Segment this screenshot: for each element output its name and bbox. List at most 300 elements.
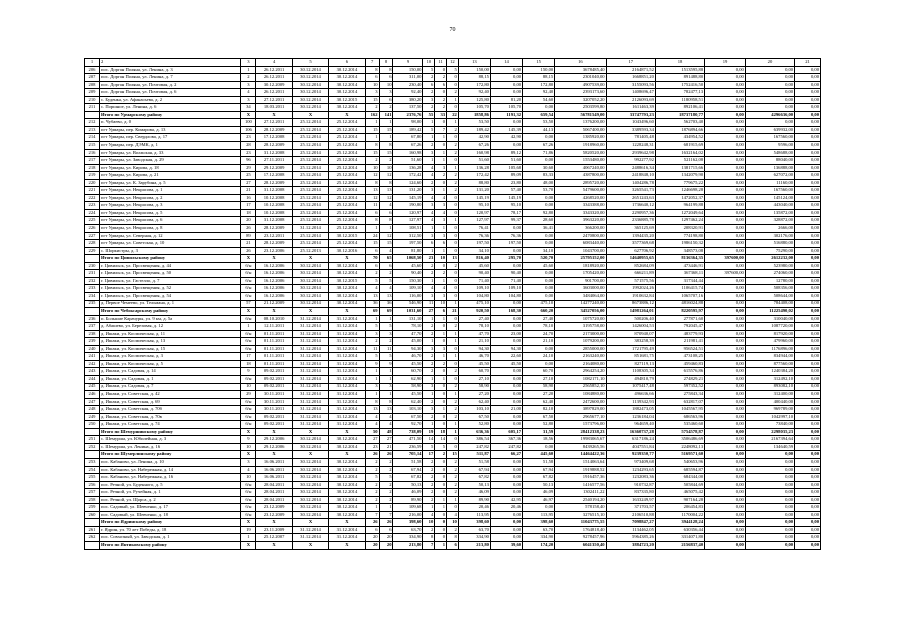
table-cell: 0 [435,338,447,346]
table-row [85,277,821,285]
table-cell: 6 [423,81,435,89]
table-cell: 25.12.2007 [256,534,292,542]
table-cell: 1752416,50 [655,81,704,89]
table-cell: 1031,60 [393,308,423,316]
table-cell: 78,10 [523,323,555,331]
table-cell: 103,10 [458,406,490,414]
table-cell: 2 [435,104,447,112]
table-cell: г. Цивильск, ул. Просвещения, д. 44 [99,262,240,270]
table-cell: 67,94 [458,466,490,474]
table-cell: 57 [241,300,256,308]
table-row [85,292,821,300]
table-cell: 2939642,98 [606,149,655,157]
table-cell: 1 [435,247,447,255]
table-cell: 31.12.2014 [292,391,328,399]
table-cell: 781405,48 [606,134,655,142]
table-cell: 2855000,00 [555,345,606,353]
table-cell: 17 [241,353,256,361]
table-cell: 659,54 [523,111,555,119]
table-cell: 219 [85,172,100,180]
table-cell: 0,00 [795,489,821,497]
table-cell: 0 [447,436,459,444]
table-cell: 371703,57 [606,504,655,512]
table-cell: 67,26 [523,142,555,150]
table-cell: 2 [423,330,435,338]
table-cell: д. Ишаки, ул. Советская, д. 42 [99,391,240,399]
table-cell: 5754578,87 [655,428,704,436]
table-cell: 2472600,00 [555,398,606,406]
table-cell: 27,10 [523,375,555,383]
table-cell: 30.12.2014 [329,285,365,293]
table-cell: 0,00 [705,474,746,482]
table-cell: 46,70 [393,353,423,361]
table-cell: 571575,56 [606,277,655,285]
table-row [85,353,821,361]
table-cell: д. Ишаки, ул. Космическая, д. 11 [99,330,240,338]
table-cell: 627706,92 [606,247,655,255]
table-cell: 25.12.2014 [292,187,328,195]
table-cell: 8 [365,66,379,74]
table-cell: 0,00 [490,375,522,383]
table-cell: 31.12.2014 [292,534,328,542]
table-cell: 0,00 [705,413,746,421]
table-cell: 19 [423,428,435,436]
table-cell: 31.12.2014 [329,534,365,542]
table-cell: 124,60 [393,179,423,187]
table-cell: 0,00 [795,496,821,504]
table-cell: 1 [423,375,435,383]
table-cell: 0 [447,194,459,202]
table-cell: 116,00 [393,292,423,300]
table-cell: 250 [85,421,100,429]
table-cell: 109,10 [458,285,490,293]
table-cell: 0,00 [795,81,821,89]
table-row [85,421,821,429]
table-cell: 0,00 [705,96,746,104]
table-cell: 31,59 [523,428,555,436]
table-cell: 0,00 [705,134,746,142]
table-cell: 71,86 [523,149,555,157]
table-cell: 0,00 [745,526,794,534]
table-cell: 2 [423,489,435,497]
table-cell: 1 [435,149,447,157]
table-cell: 45,50 [490,360,522,368]
table-cell: 25.12.2014 [292,134,328,142]
table-cell: 45,50 [393,391,423,399]
table-cell: 5 [435,443,447,451]
table-cell: 8 [365,142,379,150]
table-cell: 88040,00 [745,157,794,165]
table-cell: 10.12.2008 [256,194,292,202]
table-cell: 145124,00 [745,194,794,202]
table-cell: 295,70 [490,255,522,263]
table-cell: 2 [435,96,447,104]
table-cell: 1 [447,330,459,338]
table-cell: 2 [379,104,393,112]
table-cell: 4 [241,89,256,97]
table-cell: 4 [379,285,393,293]
table-cell: 4047551,84 [606,443,655,451]
table-cell: 0,00 [795,202,821,210]
table-cell: 20 [365,534,379,542]
table-cell: 2 [423,496,435,504]
table-cell: 62,40 [458,398,490,406]
table-cell: 3 [241,59,256,67]
table-cell: 9 [365,360,379,368]
table-cell: 4 [423,194,435,202]
table-cell: 25.12.2014 [292,172,328,180]
table-cell: 2 [435,451,447,459]
table-cell: 8 [447,534,459,542]
table-cell: 3 [423,187,435,195]
table-cell: 30.12.2014 [329,300,365,308]
table-cell: 21.12.2009 [256,300,292,308]
table-cell: 0 [435,458,447,466]
table-cell: 2 [435,172,447,180]
table-cell: с. Шемурша, ул. Ленина, д. 16 [99,443,240,451]
table-cell: 8136364,35 [655,255,704,263]
table-cell: 0,00 [795,466,821,474]
table-cell: 213,80 [458,542,490,550]
table-cell: 251 [85,436,100,444]
table-cell: 2 [365,104,379,112]
table-cell: 25.12.2014 [329,179,365,187]
table-cell: 2 [423,526,435,534]
table-cell: 30.12.2014 [329,466,365,474]
table-cell: 3 [423,345,435,353]
table-cell: 15 [365,149,379,157]
table-cell: 15 [379,149,393,157]
table-cell: 1 [435,277,447,285]
table-cell: 30.12.2014 [292,89,328,97]
table-cell: 6 [329,59,365,67]
table-cell: 88,15 [458,74,490,82]
table-cell: 18 [241,209,256,217]
table-cell: 25.12.2014 [329,157,365,165]
table-cell: 0,00 [705,398,746,406]
table-cell: 6 [379,262,393,270]
table-cell: 483779,93 [655,330,704,338]
table-cell: 30.12.2014 [329,458,365,466]
table-cell: 31.12.2014 [329,360,365,368]
table-cell: 0 [447,270,459,278]
table-cell: 605,17 [490,428,522,436]
table-cell: 105,68 [490,164,522,172]
table-cell: 2565852,10 [555,383,606,391]
table-cell: д. Абашево, ул. Березовая, д. 12 [99,323,240,331]
table-cell: 27.11.2011 [256,157,292,165]
table-cell: 95,10 [458,202,490,210]
table-cell: 31.12.2014 [329,421,365,429]
table-cell: 2290957,36 [606,209,655,217]
table-cell: 0,00 [705,225,746,233]
table-cell: X [329,111,365,119]
table-cell: 516880,00 [745,240,794,248]
table-cell: 0,00 [705,104,746,112]
table-cell: 0,00 [705,375,746,383]
table-cell: 275843,34 [655,391,704,399]
table-row [85,247,821,255]
table-row [85,436,821,444]
table-cell: 0,00 [745,451,794,459]
table-cell: 28.12.2009 [256,142,292,150]
table-cell: 1246698,28 [655,187,704,195]
table-row [85,413,821,421]
table-cell: 14640955,65 [606,255,655,263]
table-cell: 25.12.2014 [292,240,328,248]
table-cell: 3603000,00 [555,285,606,293]
table-row [85,534,821,542]
table-cell: 1764818,40 [555,526,606,534]
table-cell: 21,10 [523,338,555,346]
table-cell: 197,50 [490,240,522,248]
table-cell: 0,00 [705,126,746,134]
table-cell: 12 [365,172,379,180]
table-cell: 58,90 [393,383,423,391]
table-cell: 0,00 [795,225,821,233]
table-row [85,496,821,504]
table-cell: 2 [379,466,393,474]
table-cell: 17.12.2008 [256,172,292,180]
table-cell: 78,17 [490,209,522,217]
table-cell: 1 [435,375,447,383]
table-cell: 1079200,00 [555,338,606,346]
table-cell: 0,00 [705,66,746,74]
table-cell: пгт Урмары, ул. Советская, д. 10 [99,240,240,248]
table-cell: 1 [379,391,393,399]
table-cell: 2 [423,368,435,376]
table-cell: 0 [447,277,459,285]
table-cell: 54,60 [523,96,555,104]
table-cell: 60,70 [393,368,423,376]
table-cell: 1 [423,225,435,233]
table-cell: 7098847,27 [606,519,655,527]
table-cell: 2164871,52 [606,66,655,74]
table-cell: 0,00 [795,209,821,217]
table-cell: 81,80 [393,247,423,255]
table-cell: 25 [241,172,256,180]
table-cell: 15 [365,240,379,248]
table-cell: б/н [241,511,256,519]
table-cell: 0 [435,421,447,429]
table-cell: 2 [379,157,393,165]
table-cell: 66,27 [490,451,522,459]
table-cell: 8 [379,142,393,150]
table-cell: 1176896,00 [745,345,794,353]
table-cell: 0 [435,534,447,542]
table-cell: 150,00 [458,66,490,74]
table-cell [85,519,100,527]
table-cell: 31.12.2014 [329,323,365,331]
table-cell: 30.12.2014 [329,292,365,300]
table-cell: 3 [435,292,447,300]
table-cell: 837335,80 [606,489,655,497]
table-cell: б/н [241,262,256,270]
table-cell: 891488,80 [655,74,704,82]
table-cell: 216,00 [393,511,423,519]
table-cell: 28.12.2009 [256,240,292,248]
table-cell: 30.12.2014 [329,489,365,497]
table-cell: 30.12.2014 [292,270,328,278]
table-cell: 0,00 [745,458,794,466]
table-cell: 18 [435,428,447,436]
table-cell: б/н [241,345,256,353]
table-cell: X [241,542,256,550]
table-cell: 1 [447,300,459,308]
table-cell: 302176,00 [745,232,794,240]
table-cell: 0,00 [745,89,794,97]
district-total-row [85,308,821,316]
table-cell: 172,80 [523,81,555,89]
table-cell: 92,40 [458,89,490,97]
table-cell: 45,60 [458,262,490,270]
table-cell: 1553480,00 [555,157,606,165]
table-cell: 31.12.2014 [292,323,328,331]
table-cell: 0 [435,179,447,187]
table-cell: 0,00 [795,126,821,134]
table-cell: 211 [85,104,100,112]
table-cell: 0,00 [745,489,794,497]
table-cell: 56781549,00 [555,111,606,119]
table-row [85,149,821,157]
table-cell: пос. Речной, ул. Ручейная, д. 1 [99,489,240,497]
table-cell: 222 [85,194,100,202]
table-cell: 0,00 [705,232,746,240]
table-cell: 0,00 [795,353,821,361]
table-cell: 0,00 [705,89,746,97]
table-cell: 1 [435,353,447,361]
table-cell: 0,00 [705,338,746,346]
table-cell: 13 [379,406,393,414]
table-cell: 9 [241,436,256,444]
table-cell: 0 [435,526,447,534]
table-cell: 597352,52 [655,383,704,391]
table-cell: 1394435,20 [606,232,655,240]
table-cell: 0,00 [795,542,821,550]
table-cell: 348573,08 [655,247,704,255]
table-cell: 4 [423,209,435,217]
table-cell: 52,80 [458,421,490,429]
table-cell: 0,00 [705,504,746,512]
table-cell: 1404286,78 [606,179,655,187]
table-cell: X [329,542,365,550]
table-cell: 6 [435,308,447,316]
table-cell: 827119,13 [606,360,655,368]
table-row [85,360,821,368]
table-cell: 0,00 [523,194,555,202]
table-cell: 26 [379,451,393,459]
table-cell: 215 [85,142,100,150]
table-cell: 0,00 [490,262,522,270]
table-cell: 0,00 [705,481,746,489]
table-cell: 29 [241,164,256,172]
table-cell: 4 [423,511,435,519]
table-cell: 7 [379,511,393,519]
table-cell: 12 [447,59,459,67]
table-cell: 16 [555,59,606,67]
table-cell: 2 [423,353,435,361]
table-cell: 684344,00 [655,474,704,482]
table-cell: 1 [447,496,459,504]
table-row [85,481,821,489]
table-cell: 2 [241,74,256,82]
table-cell: 2 [447,149,459,157]
table-cell: 4 [423,164,435,172]
table-cell: 244 [85,375,100,383]
table-cell: 0,00 [795,534,821,542]
table-cell: 666211,89 [606,270,655,278]
table-cell: 8220595,97 [655,308,704,316]
table-cell: 5 [365,323,379,331]
table-cell: 7 [423,542,435,550]
table-cell: 1 [435,330,447,338]
table-cell: 90,40 [393,270,423,278]
table-cell: 15 [365,96,379,104]
table-cell: 4 [256,59,292,67]
table-cell: 15 [365,126,379,134]
table-cell: 90,40 [490,270,522,278]
table-cell: 145,19 [458,194,490,202]
table-cell: б/н [241,330,256,338]
table-cell: 0,00 [490,300,522,308]
table-cell: 1 [365,134,379,142]
table-cell: 10 [241,474,256,482]
table-cell: 0,00 [795,330,821,338]
table-cell: 1075720,00 [555,315,606,323]
table-cell: 0,00 [795,360,821,368]
table-cell: 13 [365,406,379,414]
table-cell: 0,00 [795,315,821,323]
table-cell: 30.12.2014 [292,262,328,270]
table-cell: 2 [447,489,459,497]
table-cell [85,111,100,119]
table-cell: 0,00 [795,270,821,278]
table-cell: 4 [241,466,256,474]
table-cell: 2248092,13 [655,443,704,451]
table-cell: 6 [365,247,379,255]
table-cell: 851681,75 [606,353,655,361]
table-cell: 23.12.2009 [256,511,292,519]
table-cell: 190,80 [393,202,423,210]
table-cell: 0,00 [795,134,821,142]
table-cell: 231 [85,270,100,278]
table-cell: 34,10 [523,247,555,255]
table-cell: пгт Урмары, ул. Северная, д. 12 [99,232,240,240]
table-cell: 1272049,64 [655,209,704,217]
table-cell: 10 [365,81,379,89]
table-cell: 67,26 [458,142,490,150]
table-cell: б/н [241,406,256,414]
table-cell: 19 [241,526,256,534]
table-cell: 0 [447,104,459,112]
table-cell: 0,00 [490,119,522,127]
table-row [85,134,821,142]
table-row [85,345,821,353]
table-cell: 0,00 [490,81,522,89]
table-cell: 9 [241,368,256,376]
table-cell: 50,13 [393,481,423,489]
table-cell: 51,60 [458,157,490,165]
table-row [85,187,821,195]
table-cell: 88,15 [523,74,555,82]
table-cell: X [256,519,292,527]
table-cell: 120,97 [458,209,490,217]
table-cell: 0,00 [795,74,821,82]
table-cell: д. Ишаки, ул. Космическая, д. 13 [99,338,240,346]
table-cell: д. Ишаки, ул. Космическая, д. 5 [99,360,240,368]
table-cell: 0,00 [490,474,522,482]
table-cell: пос. Совхозный, ул. Заводская, д. 1 [99,534,240,542]
